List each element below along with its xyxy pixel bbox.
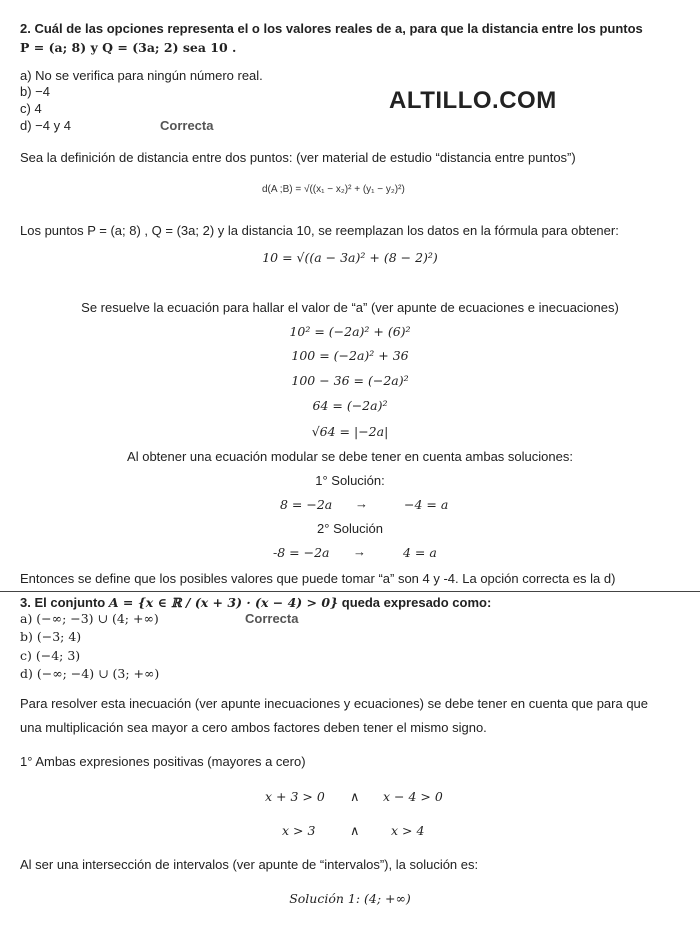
q3-row1-right: x − 4 > 0 [383,789,443,804]
q2-title-line1: 2. Cuál de las opciones representa el o los valores reales de a, para que la distancia entre los puntos [20,21,643,36]
q3-title-set: A = {x ∈ ℝ / (x + 3) · (x − 4) > 0} [108,595,339,610]
q2-sol2-arrow: → [353,544,366,559]
q2-step-3: 100 − 36 = (−2a)² [291,373,409,388]
q3-option-c: c) (−4; 3) [20,648,81,663]
q3-title-suffix: queda expresado como: [341,595,492,610]
q2-main-equation: 10 = √((a − 3a)² + (8 − 2)²) [262,250,438,265]
q2-option-d: d) −4 y 4 [20,118,71,133]
q2-def-text: Sea la definición de distancia entre dos puntos: (ver material de estudio “distancia entre puntos”) [20,150,576,165]
watermark-logo: ALTILLO.COM [389,87,557,114]
q3-row2-left: x > 3 [282,823,316,838]
q3-explain-line1: Para resolver esta inecuación (ver apunte inecuaciones y ecuaciones) se debe tener en cuenta que para que [20,696,649,711]
q3-option-a: a) (−∞; −3) ∪ (4; +∞) [20,611,159,626]
q2-sol1-arrow: → [355,496,368,511]
q2-correct-label: Correcta [160,118,214,133]
q2-step-5: √64 = |−2a| [311,424,389,439]
q3-row2-right: x > 4 [391,823,425,838]
q3-case1-label: 1° Ambas expresiones positivas (mayores a cero) [20,754,306,769]
q2-sol1-left: 8 = −2a [280,497,333,512]
q3-explain-line2: una multiplicación sea mayor a cero ambos factores deben tener el mismo signo. [20,720,487,735]
q3-row1-and: ∧ [350,789,360,804]
q2-option-c: c) 4 [20,101,42,116]
q2-modular-text: Al obtener una ecuación modular se debe tener en cuenta ambas soluciones: [127,449,573,464]
q2-replace-text: Los puntos P = (a; 8) , Q = (3a; 2) y la distancia 10, se reemplazan los datos en la fórmula para obtener: [20,223,619,238]
q3-solution-1: Solución 1: (4; +∞) [289,891,411,906]
q2-conclusion: Entonces se define que los posibles valores que puede tomar “a” son 4 y -4. La opción correcta es la d) [20,571,616,586]
q3-option-d: d) (−∞; −4) ∪ (3; +∞) [20,666,160,681]
q2-step-4: 64 = (−2a)² [312,398,388,413]
q3-row1-left: x + 3 > 0 [265,789,325,804]
q2-sol1-label: 1° Solución: [315,473,385,488]
q2-sol2-right: 4 = a [403,545,437,560]
q2-sol1-right: −4 = a [404,497,449,512]
q2-step-1: 10² = (−2a)² + (6)² [289,324,411,339]
q2-option-a: a) No se verifica para ningún número real. [20,68,263,83]
q2-sol2-label: 2° Solución [317,521,383,536]
q2-step-2: 100 = (−2a)² + 36 [291,348,409,363]
q3-intersection-text: Al ser una intersección de intervalos (ver apunte de “intervalos”), la solución es: [20,857,479,872]
q3-correct-label: Correcta [245,611,299,626]
q2-sol2-left: -8 = −2a [273,545,330,560]
q2-title-line2: P = (a; 8) y Q = (3a; 2) sea 10 . [20,40,237,55]
q3-row2-and: ∧ [350,823,360,838]
q3-option-b: b) (−3; 4) [20,629,82,644]
q2-solve-text: Se resuelve la ecuación para hallar el valor de “a” (ver apunte de ecuaciones e inecuaciones) [81,300,619,315]
q2-option-b: b) −4 [20,84,50,99]
q3-title [20,595,491,610]
q3-title-prefix: 3. El conjunto [20,595,106,610]
q2-distance-formula: d(A ;B) = √((x₁ − x₂)² + (y₁ − y₂)²) [262,184,405,195]
section-divider [0,591,700,592]
